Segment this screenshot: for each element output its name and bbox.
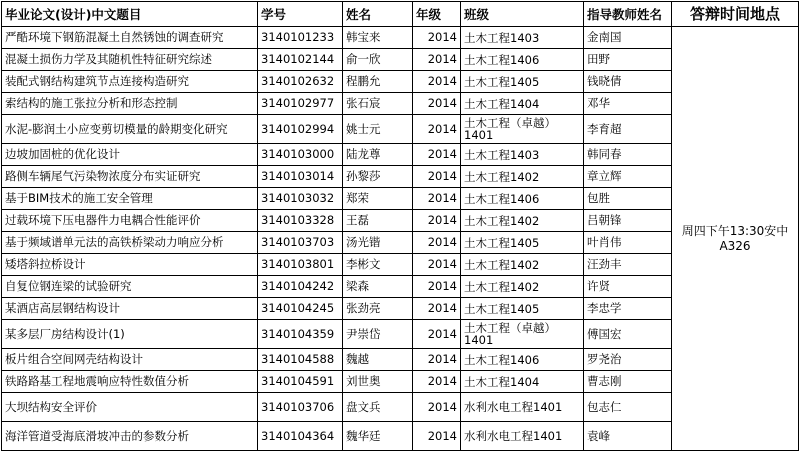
cell-name: 梁森	[343, 276, 413, 298]
cell-advisor: 邓华	[584, 93, 672, 115]
cell-grade: 2014	[413, 188, 461, 210]
cell-advisor: 田野	[584, 49, 672, 71]
cell-title: 基于BIM技术的施工安全管理	[2, 188, 258, 210]
cell-class: 水利水电工程1401	[461, 393, 584, 422]
header-grade: 年级	[413, 2, 461, 27]
cell-class: 土木工程1405	[461, 232, 584, 254]
cell-title: 混凝土损伤力学及其随机性特征研究综述	[2, 49, 258, 71]
cell-name: 俞一欣	[343, 49, 413, 71]
cell-class: 土木工程1405	[461, 298, 584, 320]
cell-student-id: 3140104591	[258, 371, 343, 393]
cell-title: 装配式钢结构建筑节点连接构造研究	[2, 71, 258, 93]
cell-title: 基于频域谱单元法的高铁桥梁动力响应分析	[2, 232, 258, 254]
cell-student-id: 3140104245	[258, 298, 343, 320]
cell-grade: 2014	[413, 349, 461, 371]
cell-name: 刘世奥	[343, 371, 413, 393]
cell-student-id: 3140103706	[258, 393, 343, 422]
header-name: 姓名	[343, 2, 413, 27]
cell-grade: 2014	[413, 320, 461, 349]
cell-advisor: 韩同春	[584, 144, 672, 166]
cell-student-id: 3140102632	[258, 71, 343, 93]
cell-grade: 2014	[413, 71, 461, 93]
cell-student-id: 3140103328	[258, 210, 343, 232]
cell-advisor: 汪劲丰	[584, 254, 672, 276]
cell-student-id: 3140104364	[258, 422, 343, 451]
header-title: 毕业论文(设计)中文题目	[2, 2, 258, 27]
cell-grade: 2014	[413, 422, 461, 451]
cell-class: 土木工程1403	[461, 144, 584, 166]
cell-class: 土木工程1402	[461, 254, 584, 276]
cell-class: 土木工程1402	[461, 210, 584, 232]
cell-grade: 2014	[413, 210, 461, 232]
defense-schedule-table	[1, 1, 799, 451]
cell-title: 自复位钢连梁的试验研究	[2, 276, 258, 298]
cell-name: 魏华廷	[343, 422, 413, 451]
cell-grade: 2014	[413, 393, 461, 422]
cell-class: 土木工程1404	[461, 93, 584, 115]
table-body	[2, 27, 799, 451]
cell-student-id: 3140102144	[258, 49, 343, 71]
cell-class: 土木工程（卓越）1401	[461, 115, 584, 144]
cell-class: 土木工程1404	[461, 371, 584, 393]
cell-student-id: 3140103000	[258, 144, 343, 166]
cell-grade: 2014	[413, 276, 461, 298]
cell-name: 张石宸	[343, 93, 413, 115]
cell-class: 土木工程1403	[461, 27, 584, 49]
cell-student-id: 3140103014	[258, 166, 343, 188]
cell-title: 边坡加固桩的优化设计	[2, 144, 258, 166]
cell-student-id: 3140102977	[258, 93, 343, 115]
cell-advisor: 包胜	[584, 188, 672, 210]
cell-student-id: 3140104242	[258, 276, 343, 298]
cell-title: 路侧车辆尾气污染物浓度分布实证研究	[2, 166, 258, 188]
cell-grade: 2014	[413, 49, 461, 71]
cell-grade: 2014	[413, 27, 461, 49]
cell-name: 魏越	[343, 349, 413, 371]
cell-name: 韩宝来	[343, 27, 413, 49]
cell-title: 水泥-膨润土小应变剪切模量的龄期变化研究	[2, 115, 258, 144]
cell-student-id: 3140103032	[258, 188, 343, 210]
cell-grade: 2014	[413, 298, 461, 320]
cell-title: 过载环境下压电器件力电耦合性能评价	[2, 210, 258, 232]
cell-name: 尹崇岱	[343, 320, 413, 349]
cell-advisor: 章立辉	[584, 166, 672, 188]
cell-student-id: 3140102994	[258, 115, 343, 144]
cell-name: 汤光锴	[343, 232, 413, 254]
cell-student-id: 3140103703	[258, 232, 343, 254]
cell-class: 土木工程1402	[461, 166, 584, 188]
cell-advisor: 李忠学	[584, 298, 672, 320]
cell-name: 孙黎莎	[343, 166, 413, 188]
cell-grade: 2014	[413, 232, 461, 254]
cell-name: 郑荣	[343, 188, 413, 210]
cell-name: 陆龙尊	[343, 144, 413, 166]
cell-class: 土木工程1406	[461, 188, 584, 210]
cell-name: 程鹏允	[343, 71, 413, 93]
header-advisor: 指导教师姓名	[584, 2, 672, 27]
cell-grade: 2014	[413, 115, 461, 144]
cell-grade: 2014	[413, 166, 461, 188]
cell-advisor: 罗尧治	[584, 349, 672, 371]
header-student-id: 学号	[258, 2, 343, 27]
cell-advisor: 钱晓倩	[584, 71, 672, 93]
cell-advisor: 包志仁	[584, 393, 672, 422]
cell-title: 铁路路基工程地震响应特性数值分析	[2, 371, 258, 393]
cell-advisor: 袁峰	[584, 422, 672, 451]
cell-class: 水利水电工程1401	[461, 422, 584, 451]
cell-name: 张劲亮	[343, 298, 413, 320]
cell-advisor: 叶肖伟	[584, 232, 672, 254]
cell-name: 姚士元	[343, 115, 413, 144]
cell-student-id: 3140101233	[258, 27, 343, 49]
cell-title: 某酒店高层钢结构设计	[2, 298, 258, 320]
cell-title: 严酷环境下钢筋混凝土自然锈蚀的调查研究	[2, 27, 258, 49]
cell-class: 土木工程1406	[461, 349, 584, 371]
cell-title: 矮塔斜拉桥设计	[2, 254, 258, 276]
cell-title: 某多层厂房结构设计(1)	[2, 320, 258, 349]
cell-name: 李彬文	[343, 254, 413, 276]
cell-class: 土木工程1405	[461, 71, 584, 93]
cell-class: 土木工程1406	[461, 49, 584, 71]
cell-title: 板片组合空间网壳结构设计	[2, 349, 258, 371]
cell-title: 大坝结构安全评价	[2, 393, 258, 422]
header-defense-time-place: 答辩时间地点	[672, 2, 799, 27]
cell-student-id: 3140104588	[258, 349, 343, 371]
cell-name: 盘文兵	[343, 393, 413, 422]
header-class: 班级	[461, 2, 584, 27]
cell-grade: 2014	[413, 254, 461, 276]
cell-student-id: 3140103801	[258, 254, 343, 276]
cell-advisor: 傅国宏	[584, 320, 672, 349]
cell-title: 海洋管道受海底滑坡冲击的参数分析	[2, 422, 258, 451]
cell-advisor: 李育超	[584, 115, 672, 144]
cell-class: 土木工程1402	[461, 276, 584, 298]
cell-student-id: 3140104359	[258, 320, 343, 349]
table-row	[2, 27, 799, 49]
header-row	[2, 2, 799, 27]
cell-grade: 2014	[413, 144, 461, 166]
cell-title: 索结构的施工张拉分析和形态控制	[2, 93, 258, 115]
cell-advisor: 金南国	[584, 27, 672, 49]
cell-advisor: 吕朝锋	[584, 210, 672, 232]
cell-advisor: 许贤	[584, 276, 672, 298]
cell-advisor: 曹志刚	[584, 371, 672, 393]
cell-defense-time-place: 周四下午13:30安中A326	[672, 27, 799, 451]
cell-grade: 2014	[413, 371, 461, 393]
cell-grade: 2014	[413, 93, 461, 115]
cell-class: 土木工程（卓越）1401	[461, 320, 584, 349]
cell-name: 王磊	[343, 210, 413, 232]
